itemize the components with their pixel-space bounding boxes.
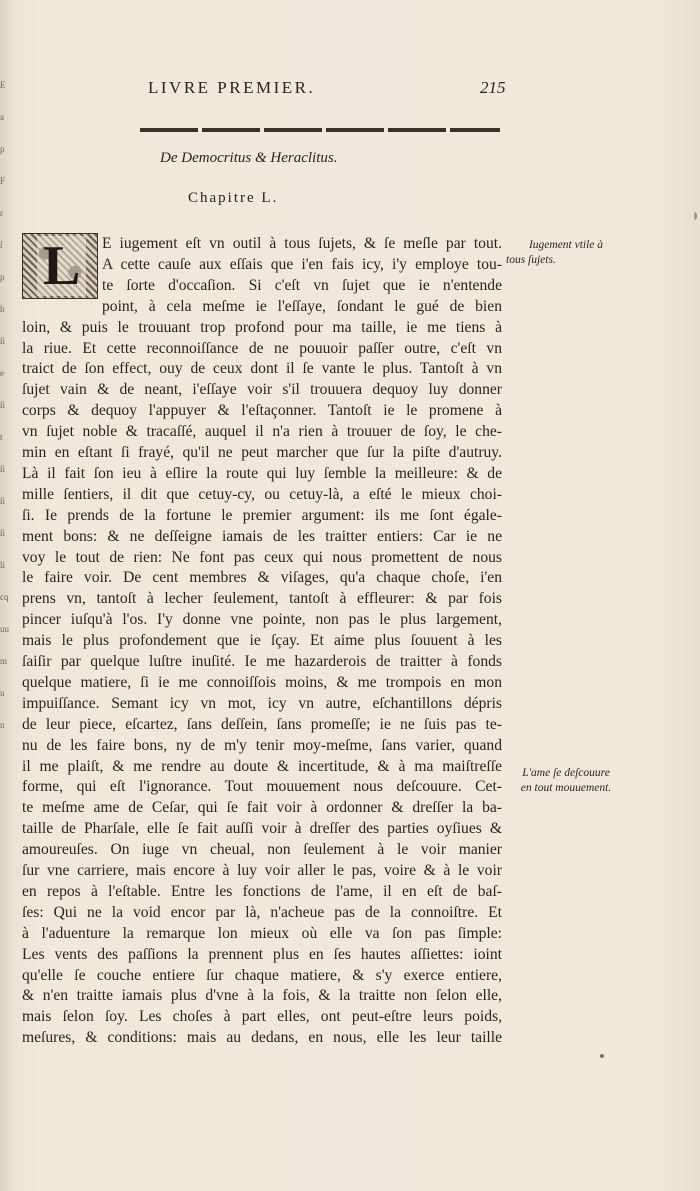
drop-cap-letter: L [37,236,86,296]
text-line: min en eſtant ſi frayé, qu'il ne peut marcher que ſur la piſte d'autruy. [22,444,502,461]
text-line: ſi. Ie prends de la fortune le premier argument: ils me ſont égale- [22,506,502,524]
gutter-fragment: cq [0,592,9,602]
text-line: te ſorte d'occaſion. Si c'eſt vn ſujet que ie n'entende [102,276,502,294]
text-line: point, à cela meſme ie l'eſſaye, ſondant le gué de bien [102,297,502,315]
text-line: loin, & puis le trouuant trop profond pour ma taille, ie me tiens à [22,318,502,336]
gutter-fragment: li [0,560,6,570]
text-line: mais le plus profondement que ie ſçay. Et aime plus ſouuent à les [22,632,502,650]
text-line: voy le tout de rien: Ne font pas ceux qui nous promettent de nous [22,548,502,566]
text-line: mille ſentiers, il dit que cetuy-cy, ou cetuy-là, a eſté le mieux choi- [22,485,502,503]
text-line: qu'elle ſe couche entiere ſur chaque matiere, & s'y exerce entiere, [22,966,502,984]
gutter-fragment: p [0,272,5,282]
gutter-fragment: ſi [0,528,6,538]
ink-spot [600,1054,604,1058]
running-head-title: LIVRE PREMIER. [148,78,316,97]
text-line: ment bons: & ne deſſeigne iamais de les traitter entiers: Car ie ne [22,527,502,545]
gutter-fragment: ſi [0,496,6,506]
gutter-fragment: t [0,432,3,442]
page-edge-mark [694,212,697,220]
gutter-fragment: a [0,112,4,122]
gutter-fragment: F [0,176,6,186]
ornamental-drop-cap [22,233,98,299]
gutter-fragment: e [0,368,4,378]
gutter-fragment: ſi [0,336,6,346]
gutter-fragment: h [0,304,5,314]
text-line: te meſme ame de Ceſar, qui ſe fait voir à ordonner & dreſſer la ba- [22,799,502,817]
gutter-bleed-through [0,60,12,880]
header-rule [140,128,500,132]
margin-note-2 [506,766,626,796]
gutter-fragment: ſi [0,464,6,474]
text-line: à l'aduenture la remarque lon mieux où elle va ſon pas ſimple: [22,924,502,942]
chapter-heading: Chapitre L. [188,190,279,206]
text-line: impuiſſance. Semant icy vn mot, icy vn autre, eſchantillons dépris [22,694,502,712]
text-line: il me plaiſt, & me rendre au doute & incertitude, & à ma maiſtreſſe [22,757,502,775]
text-line: ſaiſir par quelque luſtre inuſité. Ie me hazarderois de traitter à fonds [22,653,502,670]
margin-note-2-line1: L'ame ſe deſcouure [522,767,610,779]
text-line: vn ſujet noble & tracaſſé, auquel il n'a rien à trouuer de ſoy, le che- [22,423,502,441]
gutter-fragment: u [0,688,5,698]
section-title: De Democritus & Heraclitus. [160,150,338,166]
text-line: & n'en traitte iamais plus d'vne à la fois, & la traitte non ſelon elle, [22,987,502,1005]
text-line: corps & dequoy l'appuyer & l'eſtaçonner. Tantoſt ie le promene à [22,402,502,420]
text-line: ſes: Qui ne la void encor par là, n'acheue pas de la connoiſtre. Et [22,903,502,921]
margin-note-2-line2: en tout mouuement. [520,782,612,794]
text-line: la riue. Et cette reconnoiſſance de ne pouuoir paſſer outre, c'eſt vn [22,339,502,357]
text-line: prens vn, tantoſt à lecher ſeulement, tantoſt à effleurer: & par fois [22,590,502,608]
text-line: Les vents des paſſions la prennent plus en ſes hautes aſſiettes: ioint [22,945,502,963]
text-line: pincer iuſqu'à l'os. I'y donne vne pointe, non pas le plus largement, [22,611,502,629]
text-line: ſur vne carriere, mais encore à luy voir aller le pas, voire & à le voir [22,862,502,879]
running-head [0,78,700,104]
margin-note-1-line1: Iugement vtile à [528,239,604,251]
text-line: E iugement eſt vn outil à tous ſujets, & ſe meſle par tout. [102,235,502,252]
text-line: le faire voir. De cent membres & viſages, qu'a chaque choſe, i'en [22,569,502,587]
text-line: nu de les faire bons, ny de m'y tenir moy-meſme, ſans varier, quand [22,736,502,754]
gutter-fragment: ſ [0,240,3,250]
gutter-fragment: p [0,144,5,154]
text-line: Là il fait ſon ieu à eſlire la route qui luy ſemble la meilleure: & de [22,464,502,482]
text-line: traict de ſon effect, ouy de ceux dont il ſe vante le plus. Tantoſt à vn [22,360,502,378]
gutter-fragment: n [0,720,5,730]
gutter-fragment: ſi [0,400,6,410]
text-line: de leur piece, eſcartez, ſans deſſein, ſans promeſſe; ie ne ſuis pas te- [22,715,502,733]
text-line: en repos à l'eſtable. Entre les fonctions de l'ame, il en eſt de baſ- [22,882,502,900]
text-line: A cette cauſe aux eſſais que i'en fais icy, i'y employe tou- [102,255,502,273]
gutter-fragment: uu [0,624,9,634]
text-line: quelque matiere, ſi ie me connoiſſois moins, & me trompois en mon [22,673,502,691]
text-line: meſures, & conditions: mais au dedans, en nous, elle les leur taille [22,1029,502,1047]
page-number: 215 [480,78,506,97]
text-line: amoureuſes. On iuge vn cheual, non ſeulement à le voir manier [22,841,502,859]
text-line: mais ſelon ſoy. Les choſes à part elles, ont peut-eſtre leurs poids, [22,1008,502,1026]
margin-note-1-line2: tous ſujets. [506,254,556,266]
text-line: taille de Pharſale, elle ſe fait auſſi voir à dreſſer des parties oyſiues & [22,820,502,838]
margin-note-1 [506,238,626,268]
gutter-fragment: r [0,208,3,218]
text-line: forme, qui eſt l'ignorance. Tout mouuement nous deſcouure. Cet- [22,778,502,796]
gutter-fragment: m [0,656,8,666]
text-line: ſujet vain & de neant, i'eſſaye voir s'il trouuera dequoy luy donner [22,381,502,399]
gutter-fragment: E [0,80,6,90]
